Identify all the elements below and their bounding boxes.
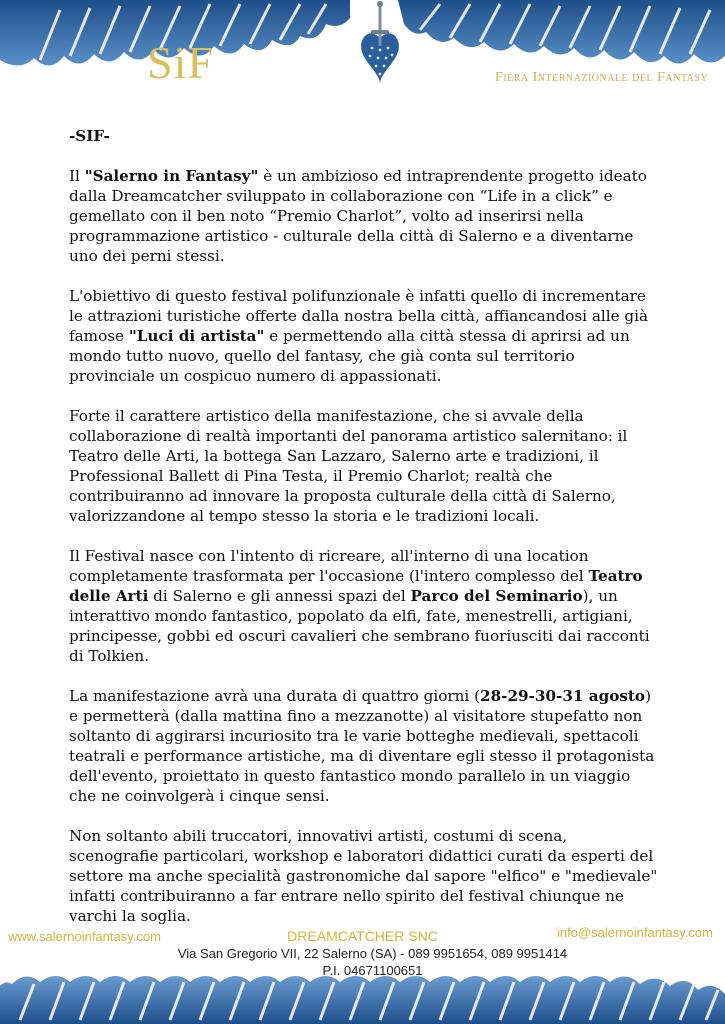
paragraph-6: Non soltanto abili truccatori, innovativi artisti, costumi di scena, scenografie particolari, workshop e laboratori didattici curati da esperti del settore ma anche specialità gastronomiche dal sapore "elfico" e "medievale" infatti contribuiranno a far entrare nello spirito del festival chiunque ne varchi la soglia. bbox=[69, 827, 658, 925]
sif-logo: SiF bbox=[147, 37, 214, 88]
footer-company-name: DREAMCATCHER SNC bbox=[287, 928, 438, 944]
paragraph-2: L'obiettivo di questo festival polifunzionale è infatti quello di incrementare le attrazioni turistiche offerte dalla nostra bella città, affiancandosi alle già famose "Luci di artista" e permettendo alla città stessa di aprirsi ad un mondo tutto nuovo, quello del fantasy, che già conta sul territorio provinciale un cospicuo numero di appassionati. bbox=[69, 287, 649, 385]
footer-address: Via San Gregorio VII, 22 Salerno (SA) - 089 9951654, 089 9951414 bbox=[177, 946, 568, 961]
sword-heart-emblem-icon bbox=[358, 0, 402, 90]
paragraph-1: Il "Salerno in Fantasy" è un ambizioso ed intraprendente progetto ideato dalla Dreamcatcher sviluppato in collaborazione con “Life in a click” e gemellato con il ben noto “Premio Charlot”, volto ad inserirsi nella programmazione artistico - culturale della città di Salerno e a diventarne uno dei perni stessi. bbox=[69, 167, 647, 265]
paragraph-3: Forte il carattere artistico della manifestazione, che si avvale della collaborazione di realtà importanti del panorama artistico salernitano: il Teatro delle Arti, la bottega San Lazzaro, Salerno arte e tradizioni, il Professional Ballett di Pina Testa, il Premio Charlot; realtà che contribuiranno ad innovare la proposta culturale della città di Salerno, valorizzandone al tempo stesso la storia e le tradizioni locali. bbox=[69, 407, 628, 525]
page-footer bbox=[0, 900, 725, 1024]
footer-vat-number: P.I. 04671100651 bbox=[322, 963, 423, 978]
paragraph-4: Il Festival nasce con l'intento di ricreare, all'interno di una location completamente trasformata per l'occasione (l'intero complesso del Teatro delle Arti di Salerno e gli annessi spazi del Parco del Seminario), un interattivo mondo fantastico, popolato da elfi, fate, menestrelli, artigiani, principesse, gobbi ed oscuri cavalieri che sembrano fuoriusciti dai racconti di Tolkien. bbox=[69, 547, 650, 665]
fiera-title: Fiera Internazionale del Fantasy bbox=[495, 70, 709, 85]
footer-email-link[interactable]: info@salernoinfantasy.com bbox=[556, 925, 713, 940]
footer-banner-decoration bbox=[0, 900, 725, 1024]
paragraph-5: La manifestazione avrà una durata di quattro giorni (28-29-30-31 agosto) e permetterà (dalla mattina fino a mezzanotte) al visitatore stupefatto non soltanto di aggirarsi incuriosito tra le varie botteghe medievali, spettacoli teatrali e performance artistiche, ma di diventare egli stesso il protagonista dell'evento, proiettato in questo fantastico mondo parallelo in un viaggio che ne coinvolgerà i cinque sensi. bbox=[69, 687, 655, 805]
document-heading: -SIF- bbox=[69, 127, 110, 145]
footer-website-link[interactable]: www.salernoinfantasy.com bbox=[8, 929, 161, 944]
document-body bbox=[69, 126, 659, 946]
page-header bbox=[0, 0, 725, 100]
